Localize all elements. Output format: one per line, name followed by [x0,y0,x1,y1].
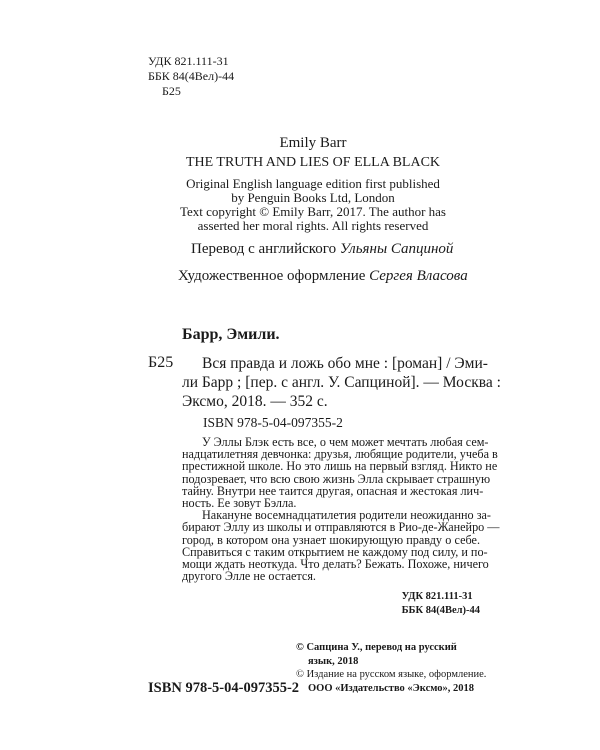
designer-name: Сергея Власова [369,268,468,284]
annotation-line: надцатилетняя девчонка: друзья, любящие родители, учеба в [182,447,498,462]
annotation-line: город, в котором она узнает шокирующую правду о себе. [182,532,480,547]
catalog-mark: Б25 [148,354,174,371]
copyright-line: © Сапцина У., перевод на русский [296,642,457,653]
rights-line: Text copyright © Emily Barr, 2017. The author has [180,204,446,219]
annotation-line: Накануне восемнадцатилетия родители неожиданно за- [202,508,491,523]
catalog-udk: УДК 821.111-31 [401,591,473,602]
original-author: Emily Barr [279,135,347,151]
rights-line: by Penguin Books Ltd, London [231,190,395,205]
copyright-line: ООО «Издательство «Эксмо», 2018 [308,682,475,694]
rights-notice [100,177,526,233]
annotation-line: бирают Эллу из школы и отправляются в Рио-де-Жанейро — [182,520,500,535]
copyright-line: язык, 2018 [308,655,359,667]
udk-code: УДК 821.111-31 [148,54,229,68]
translation-label: Перевод с английского [191,241,337,257]
catalog-heading: Барр, Эмили. [182,326,280,343]
catalog-bbk: ББК 84(4Вел)-44 [401,605,480,616]
author-mark: Б25 [162,84,181,98]
catalog-description [182,354,501,411]
annotation [182,435,500,584]
catalog-isbn: ISBN 978-5-04-097355-2 [203,415,343,430]
bbk-code: ББК 84(4Вел)-44 [148,69,235,83]
description-line: ли Барр ; [пер. с англ. У. Сапциной]. — Москва : [182,374,501,391]
copyright-block [296,641,486,695]
annotation-line: престижной школе. Но это лишь на первый взгляд. Никто не [182,459,498,474]
original-edition-block [100,133,526,233]
copyright-line: © Издание на русском языке, оформление. [296,669,487,680]
description-line: Вся правда и ложь обо мне : [роман] / Эми- [202,355,488,372]
design-label: Художественное оформление [178,268,366,284]
catalog-classification [402,590,480,618]
annotation-line: ность. Ее зовут Бэлла. [182,496,297,511]
translation-credit [191,241,453,258]
annotation-line: тайну. Внутри нее таится другая, опасная и жестокая лич- [182,483,484,498]
annotation-line: Справиться с таким открытием не каждому под силу, и по- [182,544,488,559]
annotation-line: другого Элле не остается. [182,569,316,584]
design-credit [178,268,468,285]
annotation-line: У Эллы Блэк есть все, о чем может мечтать любая сем- [202,435,489,449]
annotation-line: мощи ждать неоткуда. Что делать? Бежать. Похоже, ничего [182,557,489,572]
rights-line: asserted her moral rights. All rights reserved [197,218,429,233]
original-title: THE TRUTH AND LIES OF ELLA BLACK [185,155,441,170]
classification-block [148,54,234,99]
footer-isbn: ISBN 978-5-04-097355-2 [148,680,300,696]
description-line: Эксмо, 2018. — 352 с. [182,393,328,410]
translator-name: Ульяны Сапциной [339,241,454,257]
annotation-line: подозревает, что всю свою жизнь Элла скрывает страшную [182,471,491,486]
rights-line: Original English language edition first published [186,176,440,191]
